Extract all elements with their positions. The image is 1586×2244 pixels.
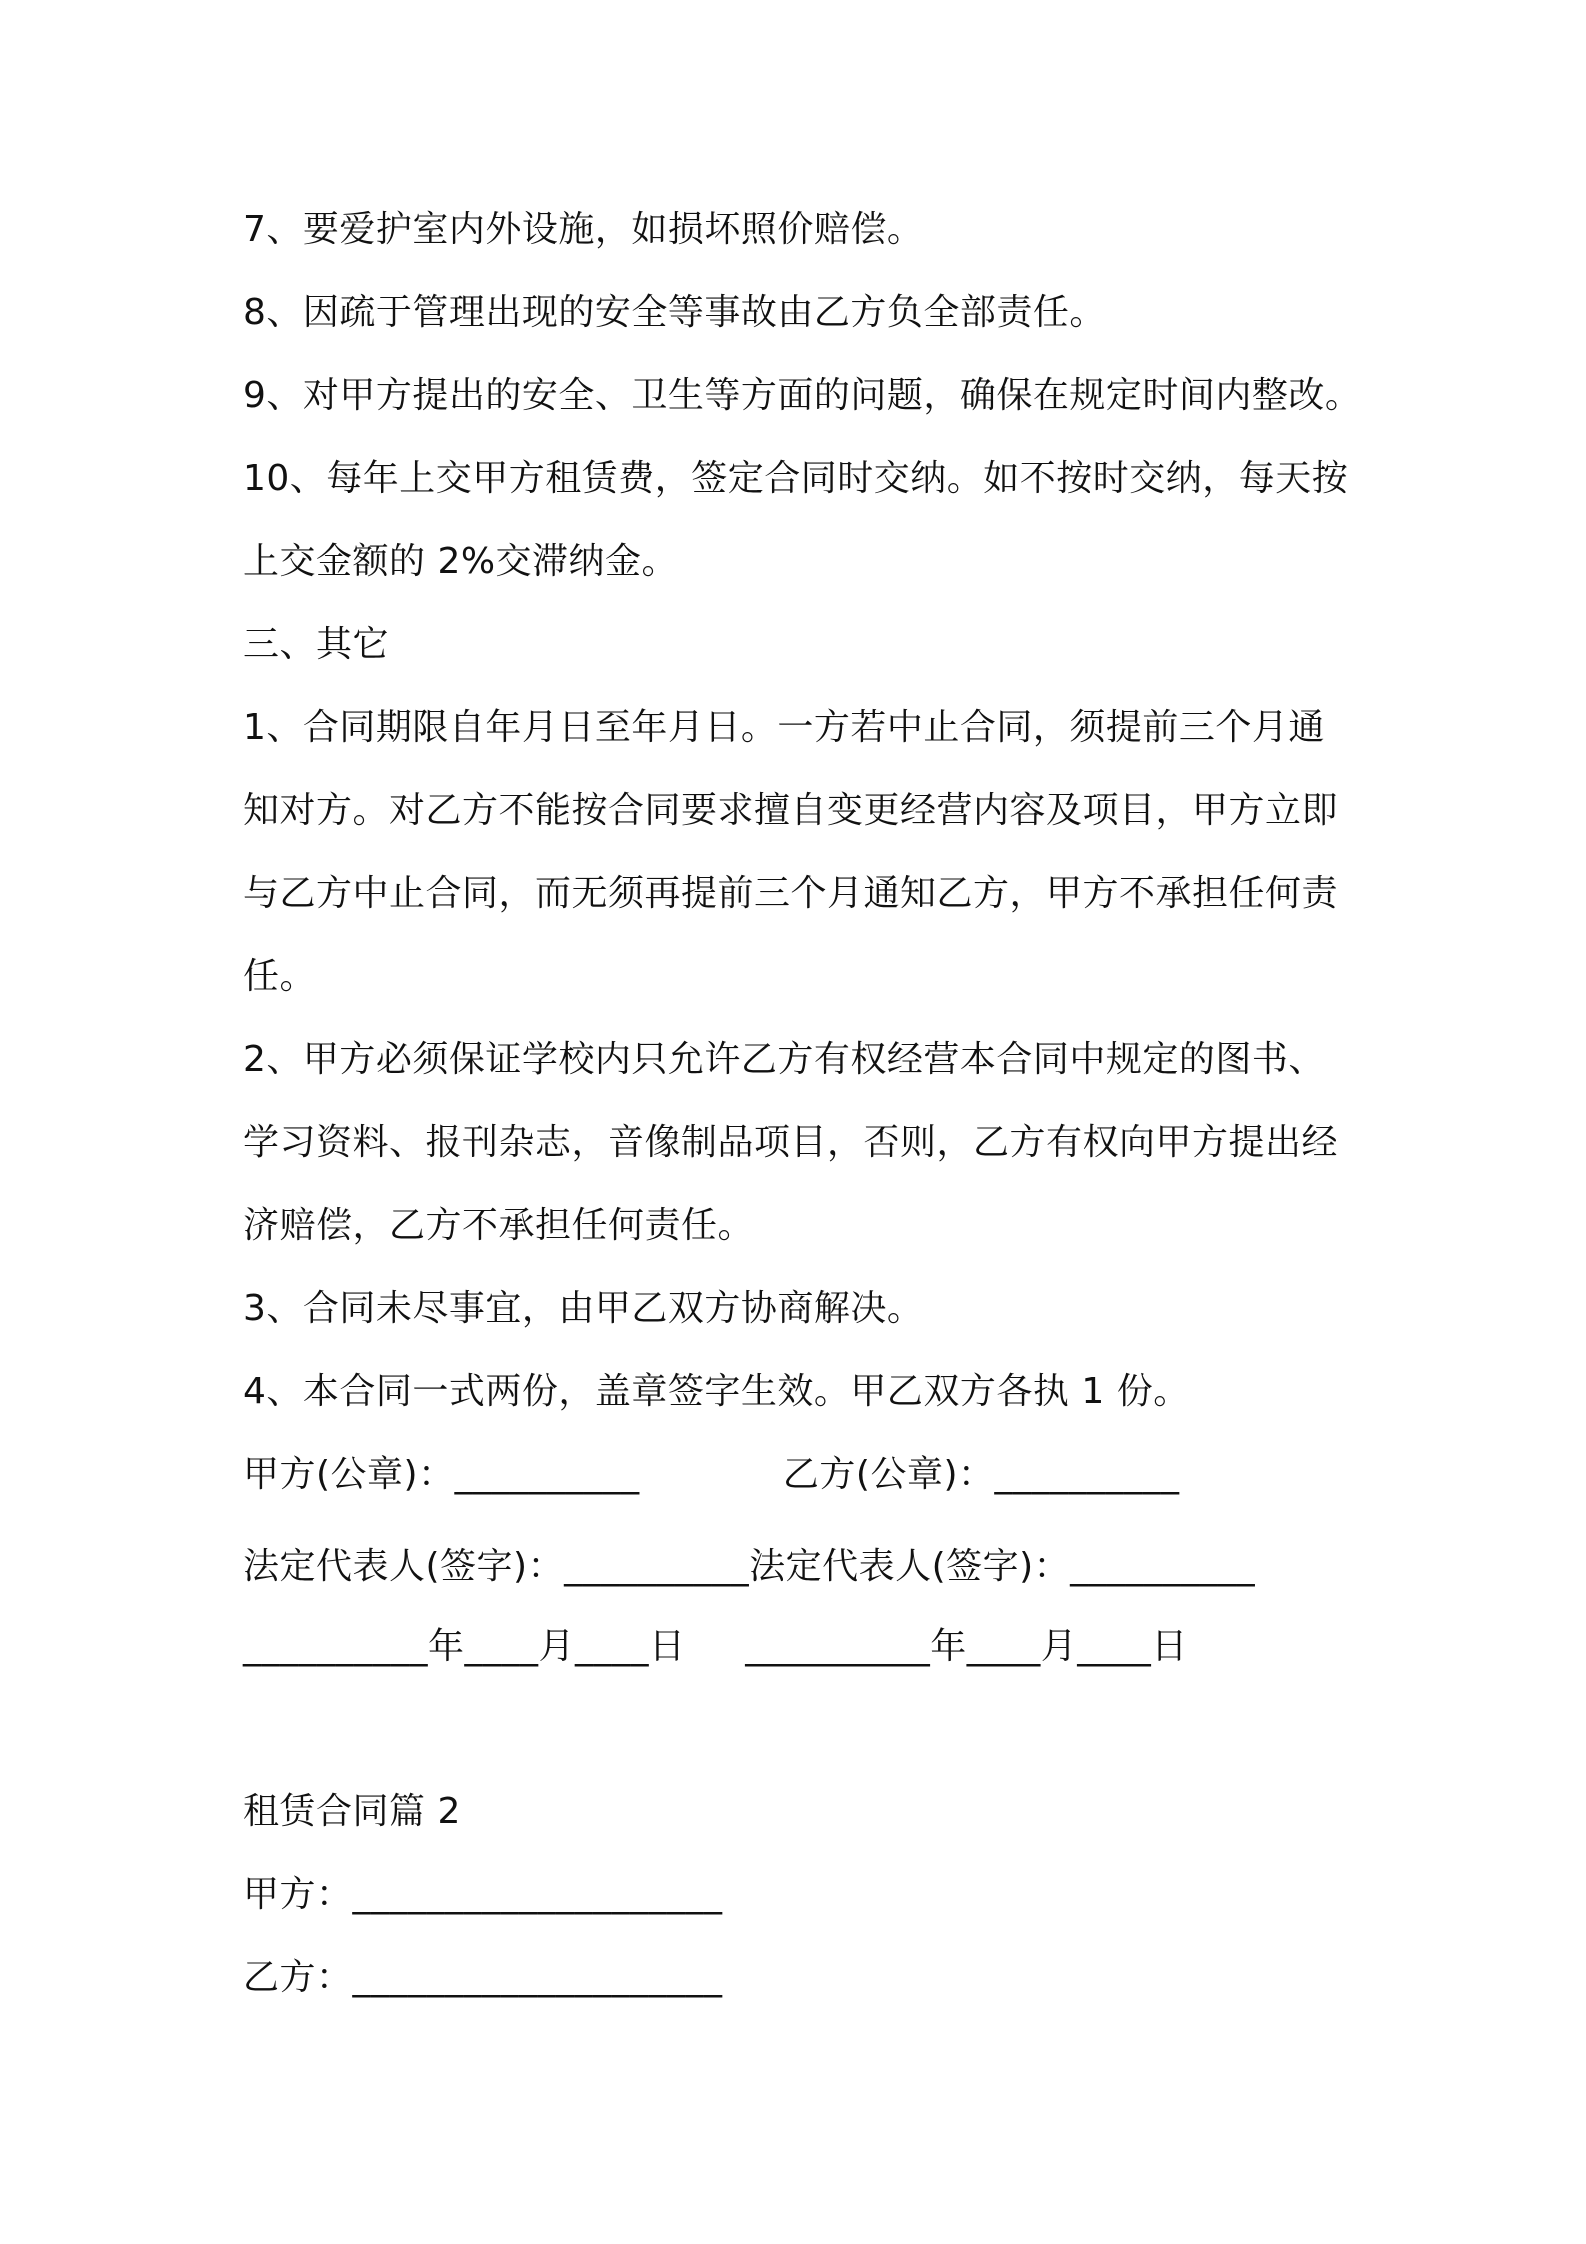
party-b-line: 乙方：____________________	[243, 1957, 723, 1998]
clause-9: 9、对甲方提出的安全、卫生等方面的问题，确保在规定时间内整改。	[243, 375, 1362, 416]
other-4: 4、本合同一式两份，盖章签字生效。甲乙双方各执 1 份。	[243, 1371, 1190, 1412]
other-1-line-4: 任。	[243, 956, 317, 997]
other-3: 3、合同未尽事宜，由甲乙双方协商解决。	[243, 1288, 924, 1329]
other-2-line-2: 学习资料、报刊杂志，音像制品项目，否则，乙方有权向甲方提出经	[243, 1122, 1339, 1163]
other-2-line-3: 济赔偿，乙方不承担任何责任。	[243, 1205, 755, 1246]
other-2-line-1: 2、甲方必须保证学校内只允许乙方有权经营本合同中规定的图书、	[243, 1039, 1325, 1080]
other-1-line-3: 与乙方中止合同，而无须再提前三个月通知乙方，甲方不承担任何责	[243, 873, 1339, 914]
clause-8: 8、因疏于管理出现的安全等事故由乙方负全部责任。	[243, 292, 1106, 333]
contract-title-2: 租赁合同篇 2	[243, 1791, 461, 1832]
party-a-line: 甲方：____________________	[243, 1874, 723, 1915]
clause-10-line-2: 上交金额的 2%交滞纳金。	[243, 541, 679, 582]
signature-representative-row: 法定代表人(签字)：__________法定代表人(签字)：__________	[243, 1546, 1256, 1587]
clause-7: 7、要爱护室内外设施，如损坏照价赔偿。	[243, 209, 924, 250]
clause-10-line-1: 10、每年上交甲方租赁费，签定合同时交纳。如不按时交纳，每天按	[243, 458, 1349, 499]
signature-seal-row: 甲方(公章)：__________ 乙方(公章)：__________	[243, 1454, 1180, 1495]
section-heading-other: 三、其它	[243, 624, 390, 665]
other-1-line-1: 1、合同期限自年月日至年月日。一方若中止合同，须提前三个月通	[243, 707, 1325, 748]
other-1-line-2: 知对方。对乙方不能按合同要求擅自变更经营内容及项目，甲方立即	[243, 790, 1339, 831]
signature-date-row: __________年____月____日 __________年____月____日	[243, 1626, 1188, 1667]
